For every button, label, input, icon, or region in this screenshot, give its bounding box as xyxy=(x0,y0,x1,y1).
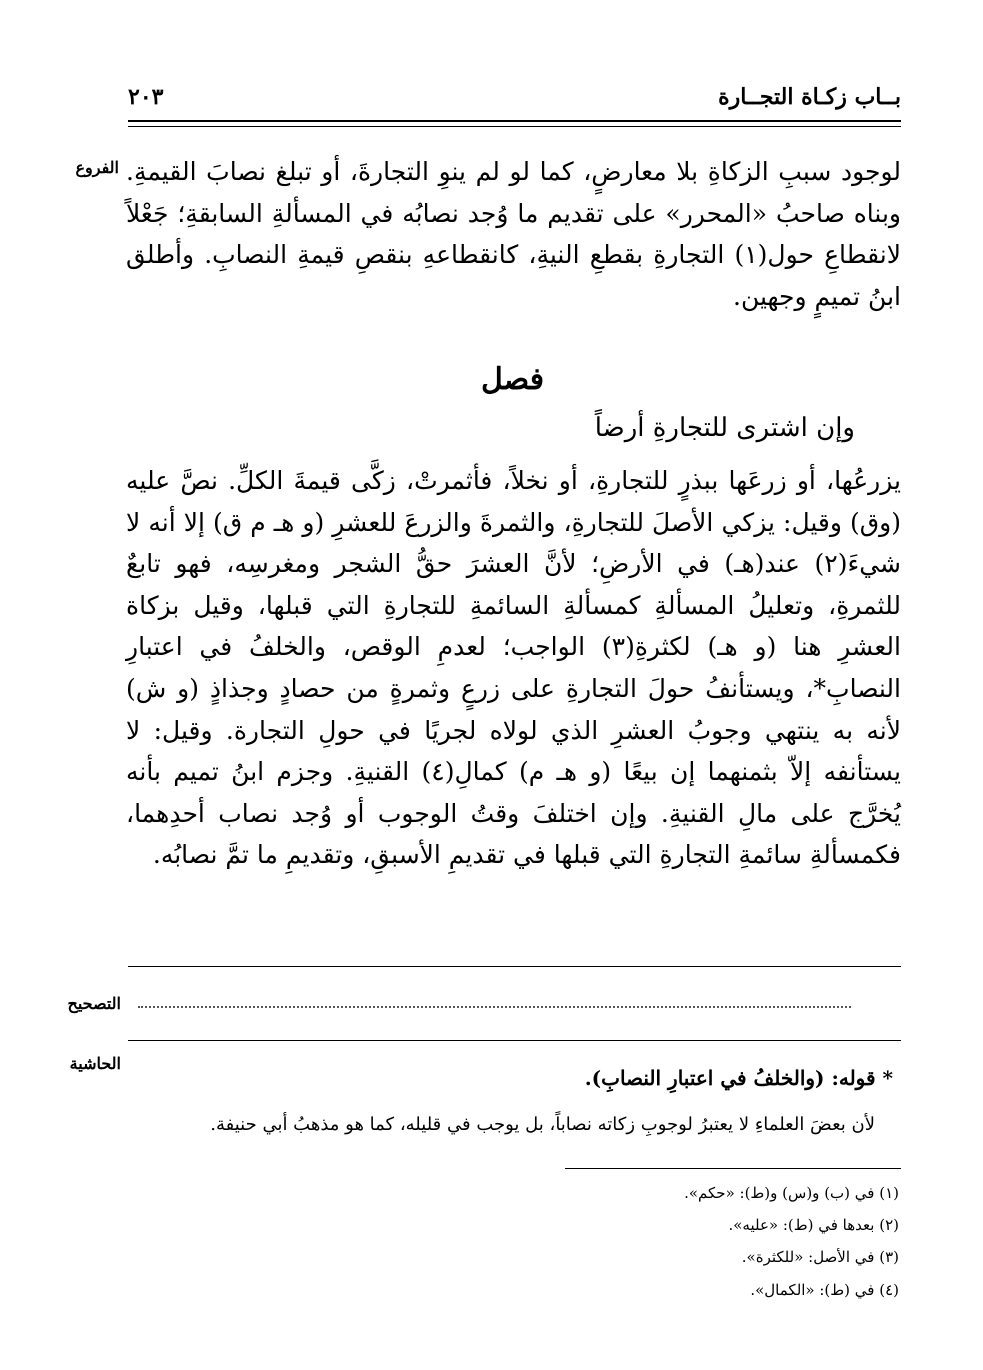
tashih-dotted-line xyxy=(138,1006,851,1008)
margin-label-tashih: التصحيح xyxy=(67,994,121,1013)
header-rule-thick xyxy=(128,120,901,122)
footnote-3: (٣) في الأصل: «للكثرة». xyxy=(741,1248,899,1266)
margin-label-furu: الفروع xyxy=(75,158,119,177)
hashiya-rule-top xyxy=(128,1040,901,1041)
tashih-rule-top xyxy=(128,966,901,967)
footnote-2: (٢) بعدها في (ط): «عليه». xyxy=(728,1216,899,1234)
matn-text: وإن اشترى للتجارةِ أرضاً xyxy=(594,413,855,443)
footnote-1: (١) في (ب) و(س) و(ط): «حكم». xyxy=(684,1184,899,1202)
section-title: فصل xyxy=(480,362,545,397)
hashiya-quote: * قوله: (والخلفُ في اعتبارِ النصابِ). xyxy=(584,1066,893,1090)
hashiya-text: لأن بعضَ العلماءِ لا يعتبرُ لوجوبِ زكاته نصاباً، بل يوجب في قليله، كما هو مذهبُ أبي حنيفة. xyxy=(210,1114,875,1135)
margin-label-hashiya: الحاشية xyxy=(69,1054,121,1073)
page-number: ٢٠٣ xyxy=(128,84,164,110)
running-head: بــاب زكـاة التجــارة xyxy=(718,84,901,110)
footnote-rule xyxy=(565,1168,901,1169)
body-paragraph-1: لوجود سببِ الزكاةِ بلا معارضٍ، كما لو لم ينوِ التجارةَ، أو تبلغ نصابَ القيمةِ. وبناه صاحبُ «المحرر» على تقديم ما وُجد نصابُه في المسألةِ السابقةِ؛ جَعْلاً لانقطاعِ حول(١) التجارةِ بقطعِ النيةِ، كانقطاعهِ بنقصِ قيمةِ النصابِ. وأطلق ابنُ تميمٍ وجهين. xyxy=(126,157,902,311)
body-paragraph-2: يزرعُها، أو زرعَها ببذرٍ للتجارةِ، أو نخلاً، فأثمرتْ، زكَّى قيمةَ الكلِّ. نصَّ عليه (وق) وقيل: يزكي الأصلَ للتجارةِ، والثمرةَ والزرعَ للعشرِ (و هـ م ق) إلا أنه لا شيءَ(٢) عند(هـ) في الأرضِ؛ لأنَّ العشرَ حقُّ الشجر ومغرسِه، فهو تابعٌ للثمرةِ، وتعليلُ المسألةِ كمسألةِ السائمةِ للتجارةِ التي قبلها، وقيل بزكاة العشرِ هنا (و هـ) لكثرةِ(٣) الواجب؛ لعدمِ الوقص، والخلفُ في اعتبارِ النصابِ*، ويستأنفُ حولَ التجارةِ على زرعٍ وثمرةٍ من حصادٍ وجذاذٍ (و ش) لأنه به ينتهي وجوبُ العشرِ الذي لولاه لجريًا في حولِ التجارة. وقيل: لا يستأنفه إلاّ بثمنهما إن بيعًا (و هـ م) كمالِ(٤) القنيةِ. وجزم ابنُ تميم بأنه يُخرَّج على مالِ القنيةِ. وإن اختلفَ وقتُ الوجوب أو وُجد نصاب أحدِهما، فكمسألةِ سائمةِ التجارةِ التي قبلها في تقديمِ الأسبقِ، وتقديمِ ما تمَّ نصابُه. xyxy=(126,466,901,870)
footnote-4: (٤) في (ط): «الكمال». xyxy=(750,1281,899,1299)
header-rule-thin xyxy=(128,126,901,127)
